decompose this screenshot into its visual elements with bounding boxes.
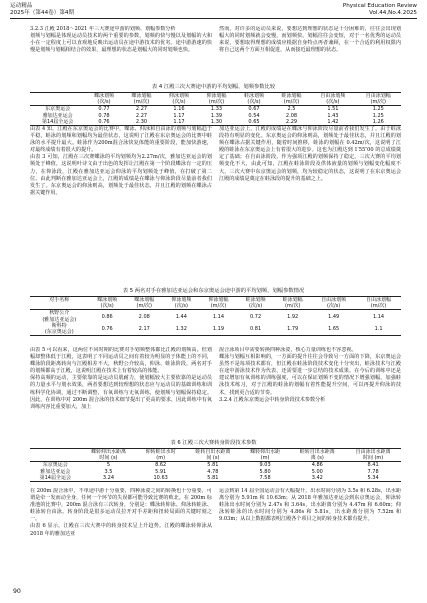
table-cell: 5.81 [207,462,219,469]
table-cell: 1.1 [374,325,383,332]
competitor-event: (东京奥运会) [44,329,74,336]
table-cell: 1.25 [372,112,384,119]
table-header-cell: 蛙泳划频 [243,93,264,99]
table-unit-row [30,303,401,310]
paragraph: 由表 3 可知，江殿在三次赛蝶泳的平均划频均为2.27m/次，雅加达亚运会的划频处于峰值，这说明叶诗文由于出色的发挥让江殿在第一个阶段蝶泳有一定的压力，在仰泳段，江殿在雅加达亚运会仰泳的平均划频处于峰值，在打破了第二位。由此判断在雅加达亚运会上，江殿的成绩是在蝶泳与仰泳阶段尽量前者我们发生了。东京奥运会的仰泳则高，划频处于最佳状态，并且江殿的划频在蝶泳占据关键作用。 [30,154,212,196]
table-unit-cell: (m/次) [370,303,387,310]
table-unit-cell: (m/次) [133,99,150,106]
table-cell: 1.44 [175,313,187,320]
table-cell: 2.27 [135,112,148,119]
table-header-cell: 蝶泳划频 [97,297,118,303]
table-cell: 1.49 [328,313,340,320]
paragraph: 保持高频的运动，主要依靠的是运动员肌耐力，使划幅较大主要依靠的是运动员的力量水平与划水效果，两者要想达到较理想的状态应与运动员的基础训练和训练科学化协调，通过不断调整，有氧训练与无氧训练，使划频与划幅保持稳定。因此，在训练中对 200m 混合泳的技术细节提出了更高的要求，因此训练中有氧训练内容比重要加大，加上 [30,375,212,410]
table-header-cell: 仰泳划频 [171,297,192,303]
table-cell: 雅加达亚运会 [40,468,71,475]
table-cell: 1.79 [287,325,299,332]
table-header-cell: 蛙泳划幅 [281,93,302,99]
table-cell: 0.78 [98,112,110,119]
table-cell: 1.32 [175,325,187,332]
table-header-cell [30,449,81,456]
table-header-cell: 自由泳出水距离 [355,449,391,455]
table-cell: 1.39 [210,112,223,119]
left-column-top [30,26,212,82]
table-header-cell: 蝶转仰出水距离 [90,449,126,455]
table-header-cell: 仰泳划幅 [206,93,227,99]
right-column-top [219,26,401,82]
table-cell: 2.08 [138,313,150,320]
table-header-cell: 蝶泳划频 [93,93,114,99]
table-cell: 7.58 [259,474,271,481]
table-cell: 1.14 [372,313,385,320]
table-cell: 1.30 [210,118,223,125]
right-column-mid [219,126,401,283]
table-unit-cell: (m/次) [370,99,387,106]
table-cell: 1.25 [372,106,384,113]
table-cell [30,310,89,323]
table-unit-cell: (m) [156,455,166,462]
journal-name-en: Physical Education Review [342,3,417,9]
table-unit-cell: 时间 (s) [99,455,118,462]
table-unit-cell: (m/次) [210,303,227,310]
table-cell: 0.81 [250,325,262,332]
table4-caption: 表 4 江殿三次大赛途中游的平均划幅、划频参数比较 [151,84,276,90]
table-cell: 1.14 [212,313,225,320]
table-cell: 1.33 [210,106,223,113]
table-cell: 9.03 [259,462,271,469]
table-unit-row [30,455,401,462]
table-cell: 1.43 [327,112,339,119]
table5 [30,296,401,336]
table-unit-cell: (次/s) [174,303,188,310]
issue-en: Vol.44,No.4.2025 [369,10,417,16]
page-number: 90 [13,588,21,595]
paragraph: 由表 5 可以看来，这两位不同时期的比赛对手划频整体都比江殿的划频高，但划幅却整体低于江殿，这表明了不同运动员之间有着较为明显的于体能上的不同，蝶泳阶段距离转向与江殿相差不大，秋野公介较高，仰泳、蛙泳阶段，两名对手的划频都高于江殿，这说明江殿在技术上有着较高的体能。 [30,347,212,375]
table-header-cell: 蝶泳划幅 [131,93,152,99]
table-cell: 雅加达亚运会 [42,112,73,119]
table-header-cell: 自由泳划幅 [366,297,392,303]
table-cell: 10.63 [153,474,168,481]
table-row [30,119,401,126]
table-unit-cell: (次/s) [97,99,111,106]
table-header-cell: 对手名称 [49,297,70,303]
table-cell: 5.81 [207,474,219,481]
table-cell: 0.86 [101,313,113,320]
table-header-cell: 自由泳划频 [321,297,347,303]
paragraph: 在 200m 混合泳中，不单途中游十分重要，四种泳姿之间的转换也十分重要，可谓是牵一发而动全身，任何一个环节的失误都可能导致比赛的败北。在 200m 标准池的比赛中，200m 混合泳有三次转身，分别是：蝶泳转仰泳、仰泳转蛙泳、蛙泳转自由泳。转身阶段是很多运动员拉开对手差距和扭转局面的关键时刻之一。 [30,488,212,523]
table-cell: 5.34 [367,474,379,481]
table-cell: 1.26 [372,118,384,125]
competitor-name: 斯科特 [51,322,67,329]
table-header-cell: 蛙转自出水距离 [195,449,231,455]
table-cell: 2.29 [285,118,298,125]
table-header-cell: 仰泳划幅 [208,297,229,303]
table-cell: 第14届全运会 [41,118,74,125]
paragraph: 划频与划幅是体现运动员技术的两个重要的参数，划频的快与慢以及划幅的大和小在一定程度上可以直观地反映出运动员在途中游技术的优劣。途中游游速的快慢是划频与划幅相结合的效果，最理想的状态是划幅大的同时划频也快。 [30,33,212,54]
table-cell: 0.76 [98,118,110,125]
table-unit-cell: 时间 (m) [362,455,384,462]
left-column-bottom [30,347,212,439]
table6-caption: 表 6 江殿三次大赛转身阶段技术参数 [170,440,257,446]
table-cell: 0.65 [248,118,260,125]
table-unit-cell [30,99,85,106]
paragraph: 运会到第 14 届全国运动会有大幅提升，出水时间分别为 3.5s 和 6.28s，出水距离分别为 5.91m 和 10.63m；从 2018 年雅加达亚运会到东京奥运会，仰泳转蛙泳出水时间分别为 2.47s 和 3.64s，出水距离分别为 4.47m 和 6.60m；仰泳转蛙泳的出水时间分别为 4.86s 和 5.81s，出水距离分别为 7.52m 和 9.03m；从以上数据都表明江殿各个项目之间的转身技术都有提升。 [219,488,401,523]
table-cell: 2.17 [138,325,150,332]
table-cell: 1.17 [173,118,185,125]
table-unit-cell [30,303,89,310]
right-column-end [219,488,401,580]
table-cell: 1.65 [328,325,340,332]
table-cell: 4.78 [207,468,219,475]
table-row [30,462,401,469]
paragraph: 然而，对许多的运动员来说，要想达到理想的状态是十分困难的，往往会出现划幅大的同时划频就会变慢，而划频快、划幅往往会变短，对于一名优秀的运动员来说，要想取得理想的成绩应根据自身特点再者兼顾，在一个合适的利用权限内将自己这两个方面互相促进，从而接近最理想的状态。 [219,26,401,54]
table-cell: 5.80 [259,468,271,475]
table-cell: 0.67 [248,106,260,113]
table-header-cell: 蝶泳划幅 [134,297,155,303]
paragraph: 由表 6 显示，江殿在三次大赛中的转身技术呈上升趋势。江殿的蝶泳转仰泳从 2018 年的雅加达亚 [30,523,212,537]
competitor-name: 秋野公介 [49,310,70,317]
table-cell: 东京奥运会 [45,106,71,113]
table-header-cell [30,93,85,100]
table-unit-cell: (次/s) [100,303,114,310]
table-unit-cell: (m) [260,455,270,462]
table5-caption: 表 5 两名对手在雅加达亚运会和东京奥运会途中游的平均划频、划幅参数情况 [122,288,305,294]
table-cell: 7.78 [367,468,379,475]
table-cell: 0.72 [250,313,262,320]
table-cell: 2.27 [135,106,148,113]
table-unit-cell: (次/s) [248,303,263,310]
table-unit-cell: (次/s) [247,99,261,106]
table-header-cell: 蛙转自出水距离 [299,449,335,455]
table-cell: 2.08 [285,112,298,119]
table-header-cell: 蛙泳划频 [245,297,266,303]
table-unit-cell: (次/s) [172,99,186,106]
table-header-cell: 蝶转仰出水距 [250,449,281,455]
table-cell: 5 [106,462,111,469]
table-cell: 东京奥运会 [42,462,68,469]
paragraph: 加达亚运会上，江殿的成绩是在蝶泳与仰泳阶段尽量前者我们发生了，由于蛙泳段持有明显的变化。东京奥运会的仰泳则高，划频处于最佳状态，并且江殿的划频在蝶泳占据关键作用，随着时间推移，蛙泳的划幅在 0.42m/次，这说明了江殿的蛙泳在东京奥运会上有着很大的进步。这也为江殿达到 1′55″00 的总成绩奠定了基础；在自由泳阶段，作为强项江殿的划频保持了稳定，三次大赛的平均划频变化不大，由此可知，江殿在蛙泳阶段及供体液量的划频与划幅变化幅度不大，三次大赛中东京奥运会的划频，均为较稳定的状态，这说明了在东京奥运会江殿的成绩是奠定在蛙泳段的提升的基础之上。 [219,126,401,182]
table-cell: 1.42 [327,118,339,125]
table-cell: 0.54 [248,112,260,119]
table-unit-cell: (次/s) [327,303,341,310]
section-heading: 3.2.3 江殿 2018～2021 年三大赛途中游的划频、划幅参数分析 [30,26,176,32]
table-unit-cell: (次/s) [326,99,340,106]
table-row [30,323,401,336]
table-cell: 0.77 [98,106,110,113]
table-unit-cell [30,455,81,462]
header-rule [10,18,417,19]
table-unit-row [30,99,401,106]
table-unit-cell: (m/次) [283,99,300,106]
journal-name-cn: 运动精品 [10,3,33,9]
table-unit-cell: 离 (s) [310,455,324,462]
table4 [30,92,401,126]
table-cell: 1.92 [287,313,299,320]
table-cell: 8.41 [367,462,379,469]
table-cell: 3.5 [104,468,113,475]
table-header-cell: 自由泳划频 [320,93,346,99]
table-cell: 4.86 [311,462,323,469]
paragraph: 混合泳项目中需要转换四种泳姿，核心力量训练也不容忽视。 [219,347,357,353]
table-header-cell: 仰泳划频 [168,93,189,99]
section-heading: 3.2.4 江殿东京奥运会中转身阶段技术参数分析 [219,396,326,403]
table-unit-cell: (m/次) [284,303,301,310]
table-cell: 0.76 [101,325,113,332]
table-cell: 2.30 [135,118,148,125]
table-cell: 第14届全运会 [39,474,71,481]
left-column-end [30,488,212,580]
table-cell: 8.62 [155,462,167,469]
table-cell [30,323,89,336]
table-cell: 1.17 [173,112,185,119]
table6 [30,448,401,482]
left-column-mid [30,126,212,283]
table-cell: 1.16 [173,106,185,113]
right-column-bottom [219,347,401,439]
table-cell: 2.5 [287,106,296,113]
table-cell: 5.91 [155,468,167,475]
table-cell: 3.24 [102,474,115,481]
table-cell: 1.19 [212,325,225,332]
table-row [30,475,401,482]
table-unit-cell: (m/次) [136,303,152,310]
paragraph: 蝶泳与划幅互相影响的，一方面的提升往往会导致另一方面的下降，东京奥运会虽然不是每项技术都有，但江殿在蛙泳阶段技术变化十分突出，蛙泳技术与江殿在途中游泳技术作为代表，还需要进一步总结的技术成果。在今后的训练中还是建议增加有氧训练的训练强度，可以在保证划频不变的情况下增强划幅，加强蛙泳技术练习，对于江殿的蛙泳的划幅有着性能提升空间，可以再提升仰泳的技术，找到更合适的节奏。 [219,354,401,396]
issue-cn: 2025年（第44卷）第4期 [10,10,75,16]
table-header-cell: 仰转蛙出水时 [145,449,176,455]
paragraph: 由表 4 知，江殿在东京奥运会的比赛中，蝶泳、仰泳和自由泳的划频与划幅趋于平稳，蛙泳的划频和划幅均为最佳状态，这说明了江殿在东京奥运会的比赛中蛙泳的水平提升最大。蛙泳作为200m混合泳快复体能的重要阶段，能加快游速，对最终成绩有着很大的提升。 [30,126,212,154]
table-unit-cell: (m/次) [208,99,225,106]
table-header-cell: 自由泳划幅 [365,93,391,99]
table-cell: 1.51 [327,106,339,113]
table-header-cell: 蛙泳划幅 [282,297,303,303]
table-cell: 5.00 [311,468,323,475]
table-cell: 3.42 [311,474,323,481]
competitor-event: (雅加达亚运会) [42,316,77,323]
table-row [30,310,401,323]
table-row [30,106,401,113]
table-unit-cell: 间 (s) [206,455,220,462]
